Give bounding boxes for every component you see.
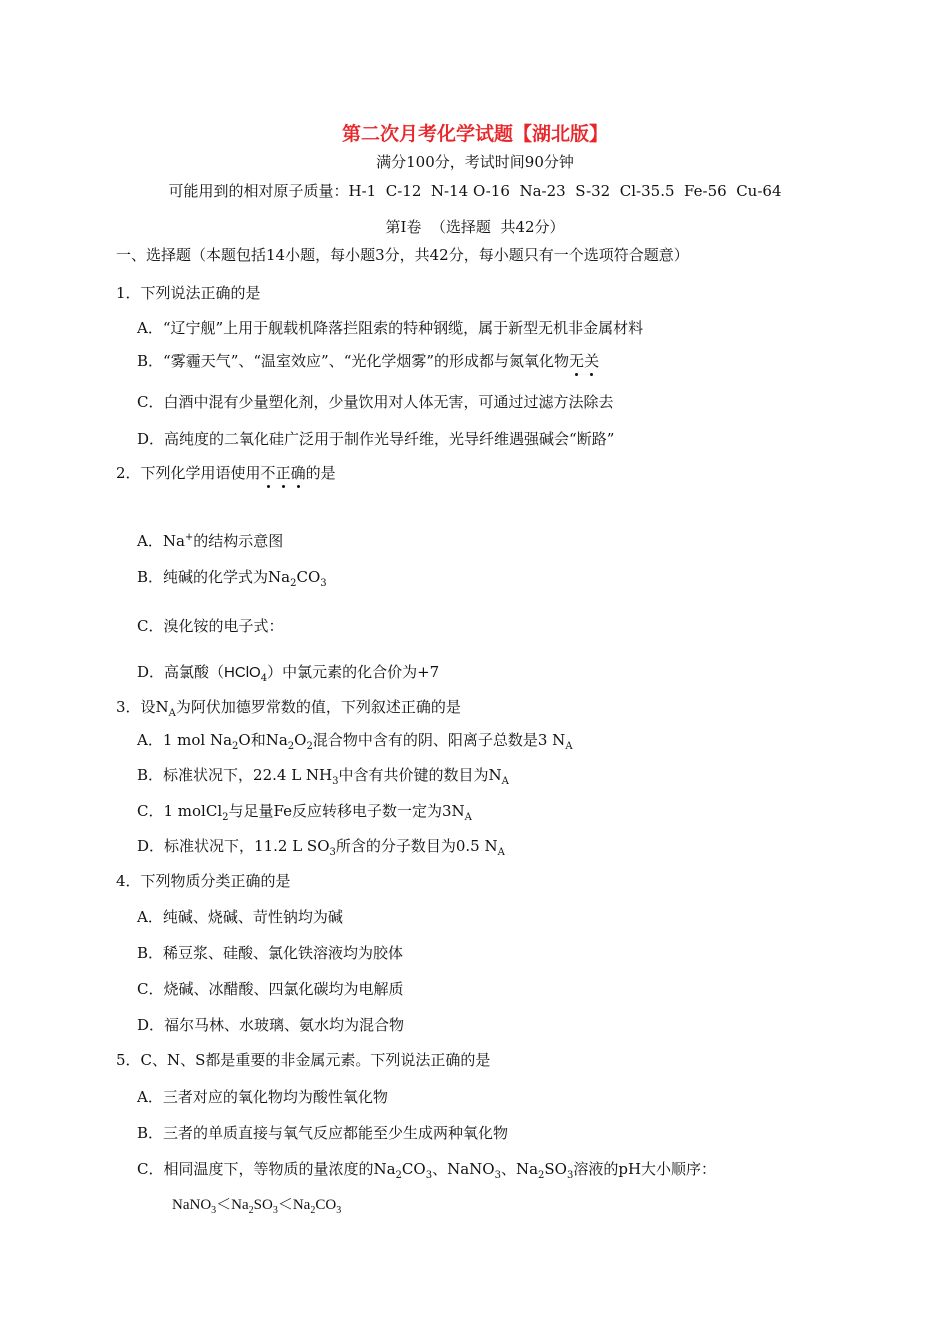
q3-b-part: B．标准状况下，22.4 L NH <box>137 766 333 784</box>
emphasis-dot-char: 关 <box>584 352 600 370</box>
subscript: 2 <box>306 741 313 752</box>
emphasis-dot-char: 确 <box>290 464 306 482</box>
q1-option-c: C．白酒中混有少量塑化剂，少量饮用对人体无害，可通过过滤方法除去 <box>137 393 614 411</box>
q1-option-a: A．“辽宁舰”上用于舰载机降落拦阻索的特种钢缆，属于新型无机非金属材料 <box>137 319 644 337</box>
emphasis-dot-char: 无 <box>569 352 585 370</box>
question-5-stem: 5．C、N、S都是重要的非金属元素。下列说法正确的是 <box>116 1051 491 1069</box>
q3-b-part: 中含有共价键的数目为N <box>338 766 502 784</box>
subscript: 3 <box>332 776 339 787</box>
subscript: 3 <box>211 1205 217 1216</box>
subscript: 2 <box>290 578 297 589</box>
q2-a-text: A．Na <box>137 532 185 550</box>
q3-stem-tail: 为阿伏加德罗常数的值，下列叙述正确的是 <box>175 698 461 716</box>
section-title: 第Ⅰ卷 （选择题 共42分） <box>385 218 565 236</box>
q2-stem-tail: 的是 <box>305 464 336 482</box>
subscript: 2 <box>287 741 295 752</box>
subscript: 4 <box>260 673 268 684</box>
section-instructions: 一、选择题（本题包括14小题，每小题3分，共42分，每小题只有一个选项符合题意） <box>116 246 689 264</box>
q5-c2-part: ＜Na <box>216 1197 249 1213</box>
q1-option-b-text: B．“雾霾天气”、“温室效应”、“光化学烟雾”的形成都与氮氧化物 <box>137 352 570 370</box>
q5-c-part: CO <box>401 1160 426 1178</box>
subscript: 2 <box>248 1205 254 1216</box>
q2-b-text: B．纯碱的化学式为Na <box>137 568 291 586</box>
q3-a-part: O和Na <box>238 731 288 749</box>
subscript: A <box>565 741 573 752</box>
q3-a-part: A．1 mol Na <box>137 731 233 749</box>
q3-option-a <box>137 730 573 750</box>
q5-option-b: B．三者的单质直接与氧气反应都能至少生成两种氧化物 <box>137 1124 509 1142</box>
q5-c2-part: ＜Na <box>277 1197 311 1213</box>
q2-b-mid: CO <box>296 568 321 586</box>
subscript: A <box>497 847 505 858</box>
q5-c-part: SO <box>544 1160 567 1178</box>
q4-option-c: C．烧碱、冰醋酸、四氯化碳均为电解质 <box>137 980 404 998</box>
subscript: 3 <box>494 1170 501 1181</box>
question-4-stem: 4．下列物质分类正确的是 <box>116 872 291 890</box>
q2-option-c: C．溴化铵的电子式： <box>137 617 284 635</box>
q2-d-text: D．高氯酸（ <box>137 663 225 681</box>
q5-c-part: 、NaNO <box>432 1160 495 1178</box>
emphasis-dot-char: 不 <box>260 464 276 482</box>
question-1-stem: 1．下列说法正确的是 <box>116 284 261 302</box>
q5-c-part: C．相同温度下，等物质的量浓度的Na <box>137 1160 396 1178</box>
q3-option-b <box>137 765 509 785</box>
q1-option-b <box>137 351 599 371</box>
q3-a-part: 混合物中含有的阴、阳离子总数是3 N <box>312 731 566 749</box>
hclo4-formula: HClO <box>224 664 261 681</box>
q3-option-d <box>137 836 505 856</box>
question-2-stem <box>116 463 336 483</box>
q5-c2-part: CO <box>315 1197 337 1213</box>
q5-option-c-continued <box>172 1195 341 1215</box>
subscript: A <box>464 812 472 823</box>
subscript: 2 <box>232 741 239 752</box>
subscript: A <box>168 708 176 719</box>
page-title: 第二次月考化学试题【湖北版】 <box>341 123 608 145</box>
subscript: 2 <box>538 1170 545 1181</box>
q3-stem-text: 3．设N <box>116 698 169 716</box>
q2-option-b <box>137 567 327 587</box>
question-3-stem <box>116 697 461 717</box>
subscript: 2 <box>222 812 229 823</box>
q3-d-part: D．标准状况下，11.2 L SO <box>137 837 330 855</box>
atomic-mass-line: 可能用到的相对原子质量：H-1 C-12 N-14 O-16 Na-23 S-32 Cl-35.5 Fe-56 Cu-64 <box>168 182 782 200</box>
q4-option-a: A．纯碱、烧碱、苛性钠均为碱 <box>137 908 343 926</box>
superscript: + <box>184 532 194 543</box>
q2-d-tail: ）中氯元素的化合价为+7 <box>267 663 440 681</box>
q5-c-part: 溶液的pH大小顺序： <box>573 1160 717 1178</box>
subscript: 3 <box>320 578 327 589</box>
q5-option-a: A．三者对应的氧化物均为酸性氧化物 <box>137 1088 388 1106</box>
q1-option-d: D．高纯度的二氧化硅广泛用于制作光导纤维，光导纤维遇强碱会“断路” <box>137 430 615 448</box>
emphasis-dot-char: 正 <box>275 464 291 482</box>
q5-c-part: 、Na <box>500 1160 539 1178</box>
q5-c2-part: NaNO <box>172 1197 212 1213</box>
subscript: 3 <box>272 1205 278 1216</box>
q4-option-b: B．稀豆浆、硅酸、氯化铁溶液均为胶体 <box>137 944 404 962</box>
q3-a-part: O <box>294 731 307 749</box>
q3-c-part: 与足量Fe反应转移电子数一定为3N <box>228 802 465 820</box>
q5-c2-part: SO <box>253 1197 273 1213</box>
subscript: 2 <box>395 1170 402 1181</box>
q5-option-c <box>137 1159 716 1179</box>
q3-option-c <box>137 801 472 821</box>
q2-stem-text: 2．下列化学用语使用 <box>116 464 261 482</box>
q2-option-d <box>137 662 439 683</box>
subscript: 3 <box>329 847 336 858</box>
q3-d-part: 所含的分子数目为0.5 N <box>335 837 498 855</box>
subscript: 3 <box>566 1170 574 1181</box>
q4-option-d: D．福尔马林、水玻璃、氨水均为混合物 <box>137 1016 405 1034</box>
subscript: 2 <box>310 1205 316 1216</box>
q2-option-a <box>137 531 283 551</box>
exam-info: 满分100分，考试时间90分钟 <box>376 153 574 171</box>
subscript: 3 <box>425 1170 433 1181</box>
q2-a-tail: 的结构示意图 <box>193 532 284 550</box>
subscript: A <box>501 776 509 787</box>
q3-c-part: C．1 molCl <box>137 802 223 820</box>
subscript: 3 <box>336 1205 342 1216</box>
